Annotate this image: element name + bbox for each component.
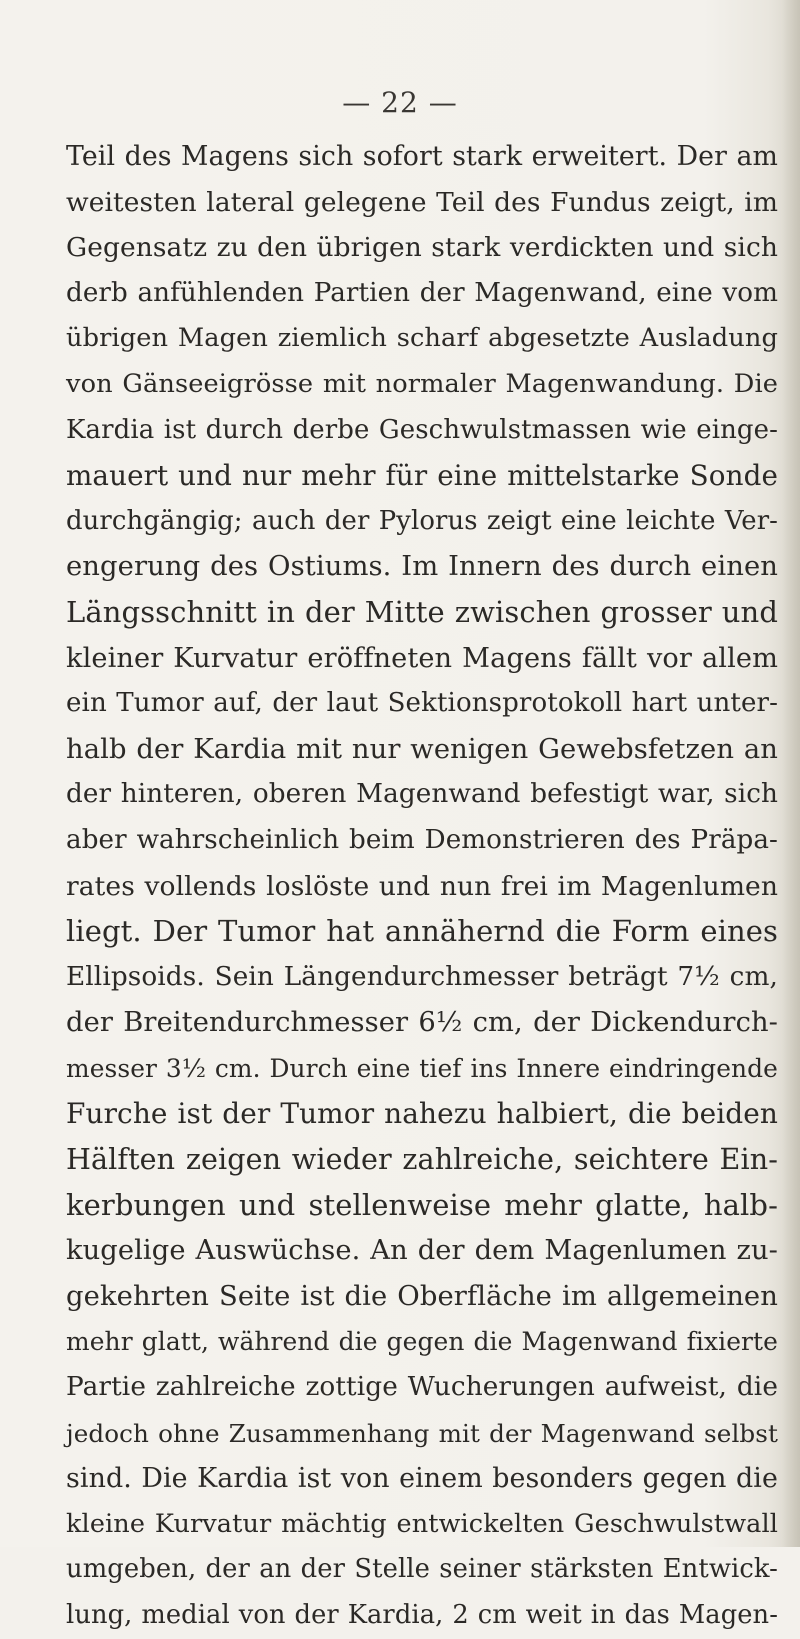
page-edge-shadow [782,0,800,1547]
text-line: übrigen Magen ziemlich scharf abgesetzte Ausladung [66,323,778,354]
body-text [66,134,778,1639]
text-line: halb der Kardia mit nur wenigen Gewebsfetzen an [66,733,778,765]
text-line: durchgängig; auch der Pylorus zeigt eine leichte Ver- [66,505,778,536]
text-line: kleine Kurvatur mächtig entwickelten Geschwulstwall [66,1508,778,1539]
text-line: messer 3½ cm. Durch eine tief ins Innere eindringende [66,1053,778,1083]
text-line: mauert und nur mehr für eine mittelstarke Sonde [66,459,778,493]
text-line: Hälften zeigen wieder zahlreiche, seichtere Ein- [66,1142,778,1177]
page-number: — 22 — [342,86,458,119]
text-line: liegt. Der Tumor hat annähernd die Form eines [66,914,778,949]
text-line: jedoch ohne Zusammenhang mit der Magenwand selbst [66,1418,778,1448]
text-line: derb anfühlenden Partien der Magenwand, eine vom [66,277,778,308]
text-line: Gegensatz zu den übrigen stark verdickten und sich [66,232,778,264]
text-line: Längsschnitt in der Mitte zwischen grosser und [66,594,778,629]
text-line: Partie zahlreiche zottige Wucherungen aufweist, die [66,1372,778,1403]
text-line: der Breitendurchmesser 6½ cm, der Dickendurch- [66,1007,778,1039]
text-line: sind. Die Kardia ist von einem besonders gegen die [66,1463,778,1495]
text-line: umgeben, der an der Stelle seiner stärksten Entwick- [66,1554,778,1585]
text-line: engerung des Ostiums. Im Innern des durch einen [66,551,778,583]
text-line: lung, medial von der Kardia, 2 cm weit in das Magen- [66,1600,778,1630]
text-line: mehr glatt, während die gegen die Magenwand fixierte [66,1327,778,1357]
text-line: rates vollends loslöste und nun frei im Magenlumen [66,870,778,902]
text-line: kleiner Kurvatur eröffneten Magens fällt vor allem [66,642,778,674]
text-line: der hinteren, oberen Magenwand befestigt war, sich [66,779,778,810]
text-line: weitesten lateral gelegene Teil des Fundus zeigt, im [66,186,778,218]
text-line: Kardia ist durch derbe Geschwulstmassen wie einge- [66,414,778,445]
text-line: kugelige Auswüchse. An der dem Magenlumen zu- [66,1235,778,1267]
text-line: Teil des Magens sich sofort stark erweitert. Der am [66,141,778,172]
text-line: ein Tumor auf, der laut Sektionsprotokoll hart unter- [66,688,778,719]
text-line: aber wahrscheinlich beim Demonstrieren des Präpa- [66,824,778,855]
text-line: Ellipsoids. Sein Längendurchmesser beträgt 7½ cm, [66,961,778,992]
text-line: kerbungen und stellenweise mehr glatte, halb- [66,1187,778,1222]
text-line: gekehrten Seite ist die Oberfläche im allgemeinen [66,1280,778,1312]
text-line: von Gänseeigrösse mit normaler Magenwandung. Die [66,368,778,399]
text-line: Furche ist der Tumor nahezu halbiert, die beiden [66,1097,778,1131]
